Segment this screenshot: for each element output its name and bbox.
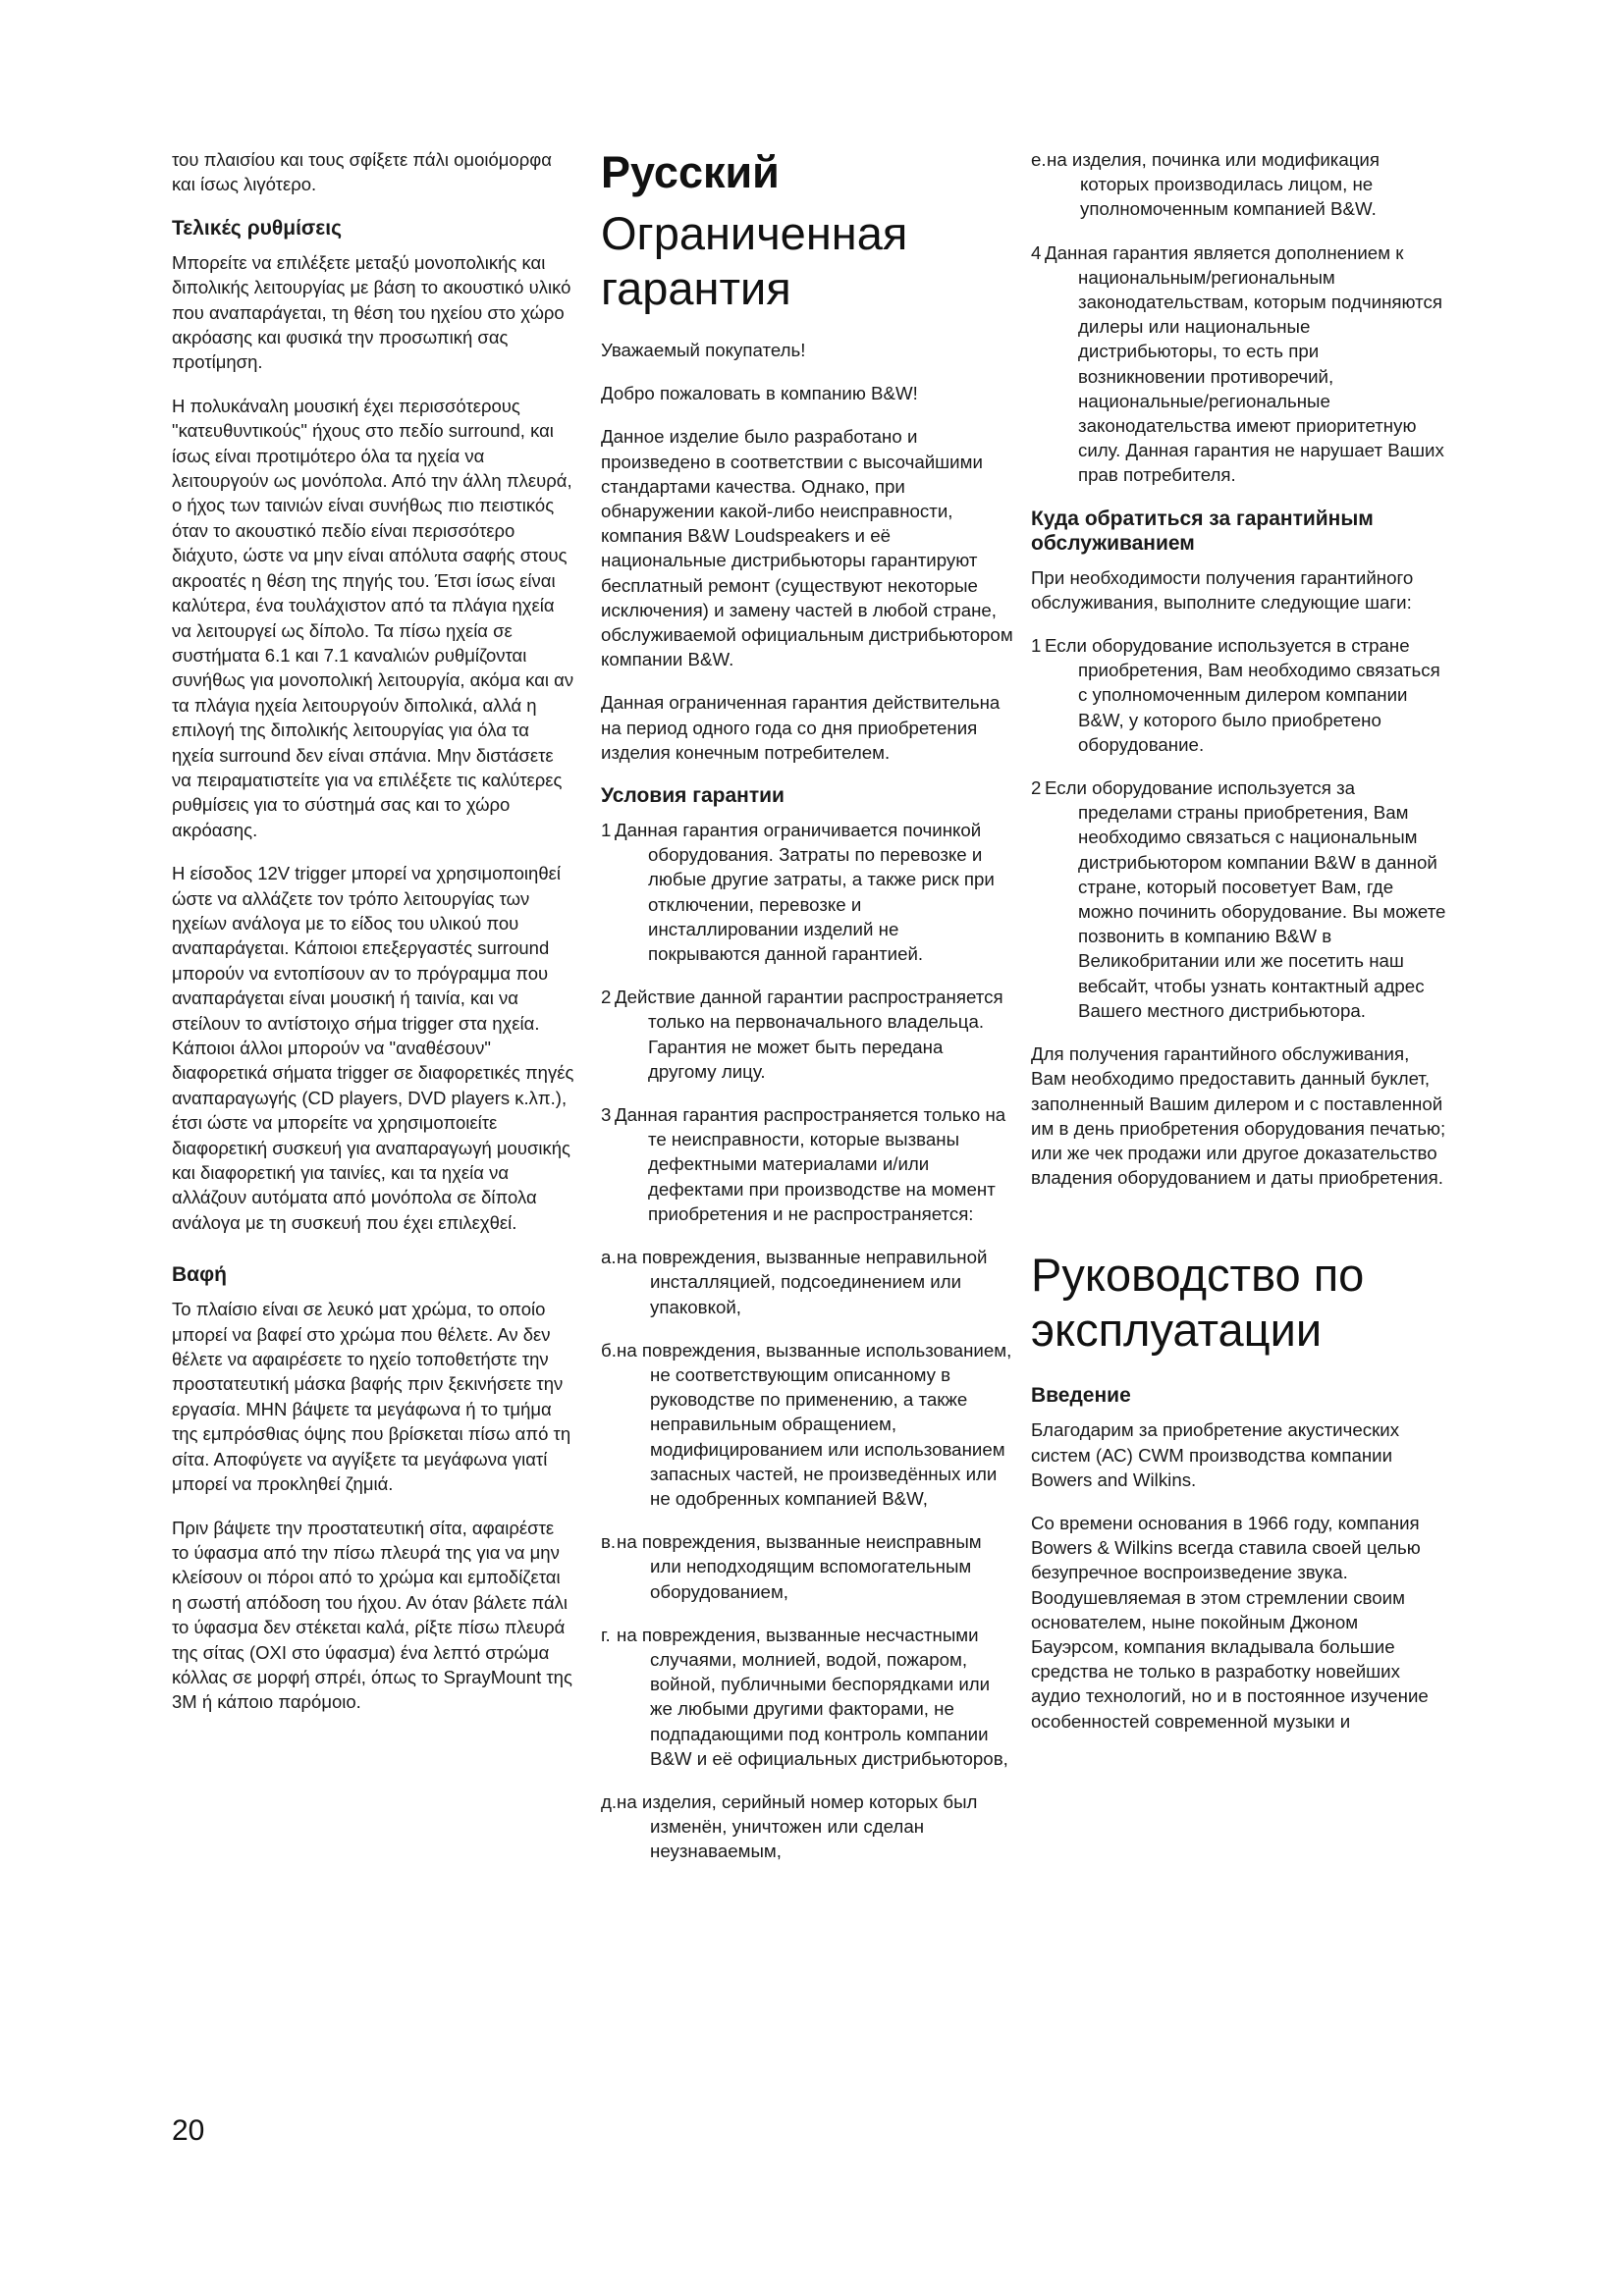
item-text: Если оборудование используется в стране приобретения, Вам необходимо связаться с уполномоченным дилером компании B&W, у которого было приобретено оборудование.: [1045, 635, 1440, 755]
item-letter: в.: [601, 1531, 617, 1553]
paragraph: Уважаемый покупатель!: [601, 340, 806, 360]
item-number: 3: [601, 1104, 612, 1126]
condition-item: [601, 985, 1013, 1084]
language-title: Русский: [601, 147, 780, 197]
paragraph: Το πλαίσιο είναι σε λευκό ματ χρώμα, το οποίο μπορεί να βαφεί στο χρώμα που θέλετε. Αν δεν θέλετε να αφαιρέσετε το ηχείο τοποθετήστε την προστατευτική μάσκα βαφής πριν ξεκινήσετε την εργασία. ΜΗΝ βάψετε τα μεγάφωνα ή το τμήμα της εμπρόσθιας όψης που βρίσκεται πίσω από τη σίτα. Αποφύγετε να αγγίξετε τα μεγάφωνα γιατί μπορεί να προκληθεί ζημιά.: [172, 1299, 571, 1495]
paragraph: Для получения гарантийного обслуживания, Вам необходимо предоставить данный буклет, заполненный Вашим дилером и с поставленной им в день приобретения оборудования печатью; или же чек продажи или другое доказательство владения оборудованием и даты приобретения.: [1031, 1043, 1446, 1189]
item-text: Действие данной гарантии распространяется только на первоначального владельца. Гарантия не может быть передана другому лицу.: [615, 987, 1003, 1082]
item-text: на повреждения, вызванные неправильной инсталляцией, подсоединением или упаковкой,: [617, 1247, 988, 1317]
paragraph: Данное изделие было разработано и произведено в соответствии с высочайшими стандартами качества. Однако, при обнаружении какой-либо неисправности, компания B&W Loudspeakers и её национальные дистрибьюторы гарантируют бесплатный ремонт (существуют некоторые исключения) и замену частей в любой стране, обслуживаемой официальным дистрибьютором компании B&W.: [601, 426, 1013, 670]
item-text: на повреждения, вызванные неисправным или неподходящим вспомогательным оборудованием,: [617, 1531, 982, 1602]
item-number: 2: [601, 987, 612, 1008]
service-step: [1031, 633, 1448, 757]
section-heading: Введение: [1031, 1384, 1131, 1408]
paragraph: Добро пожаловать в компанию B&W!: [601, 383, 918, 404]
paragraph: Μπορείτε να επιλέξετε μεταξύ μονοπολικής και διπολικής λειτουργίας με βάση το ακουστικό υλικό που αναπαράγεται, τη θέση του ηχείου στο χώρο ακρόασης και φυσικά την προσωπική σας προτίμηση.: [172, 251, 571, 373]
condition-item: [1031, 240, 1448, 488]
paragraph: του πλαισίου και τους σφίξετε πάλι ομοιόμορφα και ίσως λιγότερο.: [172, 149, 552, 195]
russian-warranty-column: [601, 147, 1013, 1883]
exclusion-item: [601, 1623, 1013, 1771]
paragraph: Благодарим за приобретение акустических систем (АС) CWM производства компании Bowers and Wilkins.: [1031, 1419, 1400, 1490]
item-number: 4: [1031, 241, 1042, 263]
condition-item: [601, 818, 1013, 966]
item-letter: б.: [601, 1339, 617, 1361]
paragraph: Со времени основания в 1966 году, компания Bowers & Wilkins всегда ставила своей целью безупречное воспроизведение звука. Воодушевляемая в этом стремлении своим основателем, ныне покойным Джоном Бауэрсом, компания вкладывала большие средства не только в разработку новейших аудио технологий, но и в постоянное изучение особенностей современной музыки и: [1031, 1512, 1429, 1732]
section-heading: Τελικές ρυθμίσεις: [172, 216, 343, 240]
condition-item: [601, 1102, 1013, 1226]
item-text: Если оборудование используется за пределами страны приобретения, Вам необходимо связаться с национальным дистрибьютором компании B&W в данной стране, который посоветует Вам, где можно починить оборудование. Вы можете позвонить в компанию B&W в Великобритании или же посетить наш вебсайт, чтобы узнать контактный адрес Вашего местного дистрибьютора.: [1045, 777, 1446, 1021]
russian-manual-column: [1031, 147, 1448, 1752]
item-letter: а.: [601, 1247, 617, 1268]
paragraph: Πριν βάψετε την προστατευτική σίτα, αφαιρέστε το ύφασμα από την πίσω πλευρά της για να μην κλείσουν οι πόροι από το χρώμα και εμποδίζεται η σωστή απόδοση του ήχου. Αν όταν βάλετε πάλι το ύφασμα δεν στέκεται καλά, ρίξτε πίσω πλευρά της σίτας (ΟΧΙ στο ύφασμα) ένα λεπτό στρώμα κόλλας σε μορφή σπρέι, όπως το SprayMount της 3M ή κάποιο παρόμοιο.: [172, 1517, 572, 1713]
exclusion-item: [601, 1789, 1013, 1864]
item-text: на повреждения, вызванные несчастными случаями, молнией, водой, пожаром, войной, публичными беспорядками или же любыми другими факторами, не подпадающими под контроль компании B&W и её официальных дистрибьюторов,: [617, 1624, 1008, 1769]
section-heading: Условия гарантии: [601, 784, 785, 808]
paragraph: При необходимости получения гарантийного обслуживания, выполните следующие шаги:: [1031, 566, 1414, 613]
item-number: 1: [1031, 635, 1042, 657]
item-text: Данная гарантия является дополнением к национальным/региональным законодательствам, которым подчиняются дилеры или национальные дистрибьюторы, то есть при возникновении противоречий, национальные/региональные законодательства имеют приоритетную силу. Данная гарантия не нарушает Ваших прав потребителя.: [1045, 241, 1444, 486]
service-step: [1031, 775, 1448, 1023]
section-heading: Βαφή: [172, 1263, 227, 1287]
item-text: на изделия, серийный номер которых был изменён, уничтожен или сделан неузнаваемым,: [617, 1790, 978, 1862]
item-text: на повреждения, вызванные использованием, не соответствующим описанному в руководстве по применению, а также неправильным обращением, модифицированием или использованием запасных частей, не произведённых или не одобренных компанией B&W,: [617, 1339, 1012, 1509]
item-text: на изделия, починка или модификация которых производилась лицом, не уполномоченным компанией B&W.: [1047, 149, 1380, 220]
item-letter: д.: [601, 1790, 618, 1812]
item-letter: г.: [601, 1624, 611, 1645]
exclusion-item: [601, 1529, 1013, 1604]
manual-title: Руководство по эксплуатации: [1031, 1249, 1365, 1357]
exclusion-item: [601, 1245, 1013, 1319]
section-heading: Куда обратиться за гарантийным обслуживанием: [1031, 507, 1374, 555]
exclusion-item: [1031, 147, 1448, 222]
item-number: 2: [1031, 777, 1042, 799]
item-text: Данная гарантия распространяется только на те неисправности, которые вызваны дефектными материалами и/или дефектами при производстве на момент приобретения и не распространяется:: [615, 1104, 1006, 1224]
warranty-title: Ограниченная гарантия: [601, 207, 908, 314]
item-text: Данная гарантия ограничивается починкой оборудования. Затраты по перевозке и любые другие затраты, а также риск при отключении, перевозке и инсталлировании изделий не покрываются данной гарантией.: [615, 820, 995, 965]
item-number: 1: [601, 820, 612, 841]
greek-column: [172, 147, 574, 1734]
paragraph: Η είσοδος 12V trigger μπορεί να χρησιμοποιηθεί ώστε να αλλάζετε τον τρόπο λειτουργίας των ηχείων ανάλογα με το είδος του υλικού που αναπαράγεται. Κάποιοι επεξεργαστές surround μπορούν να εντοπίσουν αν το πρόγραμμα που αναπαράγεται είναι μουσική ή ταινία, και να στείλουν το αντίστοιχο σήμα trigger στα ηχεία. Κάποιοι άλλοι μπορούν να "αναθέσουν" διαφορετικά σήματα trigger σε διαφορετικές πηγές αναπαραγωγής (CD players, DVD players κ.λπ.), έτσι ώστε να μπορείτε να χρησιμοποιείτε διαφορετική συσκευή για αναπαραγωγή μουσικής και διαφορετική για ταινίες, και τα ηχεία να αλλάζουν αυτόματα από μονόπολα σε δίπολα ανάλογα με τη συσκευή που έχει επιλεχθεί.: [172, 863, 574, 1233]
exclusion-item: [601, 1338, 1013, 1511]
paragraph: Данная ограниченная гарантия действительна на период одного года со дня приобретения изделия конечным потребителем.: [601, 692, 1001, 763]
item-letter: е.: [1031, 149, 1047, 170]
paragraph: Η πολυκάναλη μουσική έχει περισσότερους "κατευθυντικούς" ήχους στο πεδίο surround, και ίσως είναι προτιμότερο όλα τα ηχεία να λειτουργούν ως μονόπολα. Από την άλλη πλευρά, ο ήχος των ταινιών είναι συνήθως πιο πειστικός όταν το ακουστικό πεδίο είναι περισσότερο διάχυτο, ώστε να μην είναι απόλυτα σαφής στους ακροατές η θέση της πηγής του. Έτσι ίσως είναι καλύτερα, ένα τουλάχιστον από τα πλάγια ηχεία να λειτουργεί ως δίπολο. Τα πίσω ηχεία σε συστήματα 6.1 και 7.1 καναλιών ρυθμίζονται συνήθως για μονοπολική λειτουργία, ακόμα και αν τα πλάγια ηχεία λειτουργούν διπολικά, αλλά η επιλογή της διπολικής λειτουργίας για όλα τα ηχεία surround δεν είναι σπάνια. Μην διστάσετε να πειραματιστείτε για να επιλέξετε τις καλύτερες ρυθμίσεις για το σύστημά σας και το χώρο ακρόασης.: [172, 395, 574, 840]
page-number: 20: [172, 2114, 205, 2147]
